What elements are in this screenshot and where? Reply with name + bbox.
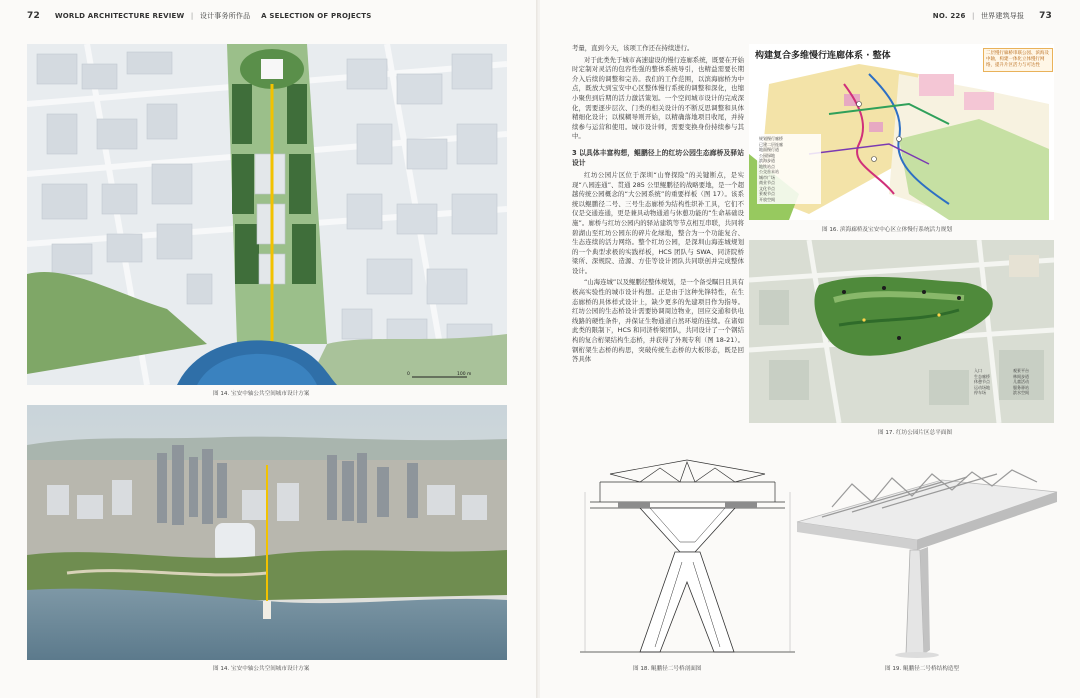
article-paragraph-1: 考量，直到今天，该项工作还在持续进行。 <box>572 44 694 52</box>
right-header: NO. 226 | 世界建筑导报 73 <box>932 11 1052 21</box>
article-paragraph-2: 对于此类先于城市高速建设的慢行连廊系统，既要在开始时定制对灵活的包容性强的整体系统导引，也精益需要长期介入后续的调整和完善。我们的工作范围，以滨海廊桥为中点，既放大到宝安中心区整体慢行系统的调整和深化，也缩小聚焦到后期的活力激活策划。一个空间城市设计的完成深化，需要逐步层次、门类的相关设计的不断反思调整和具体精细化设计；以模糊导则开始，以精确落地项目收尾，并持续参与运营和使用。城市设计师，需要变换身份持续参与其中。 <box>572 55 744 141</box>
plan-legend-item: 儿童活动 <box>1013 379 1029 384</box>
map-legend <box>757 134 821 204</box>
map-legend-item: 文化节点 <box>759 185 775 191</box>
fig14-top-caption: 图 14. 宝安中轴公共空间城市设计方案 <box>213 391 310 397</box>
map-title: 构建复合多维慢行连廊体系 · 整体 <box>755 51 891 61</box>
plan-legend-item: 休憩节点 <box>974 379 990 384</box>
left-header: 72 WORLD ARCHITECTURE REVIEW | 设计事务所作品 A SELECTION OF PROJECTS <box>27 11 372 21</box>
article-text-column <box>572 44 744 464</box>
map-legend-item: 公园绿地 <box>759 152 775 158</box>
plan-legend-item: 林间步道 <box>1013 373 1029 379</box>
plan-legend-item: 生态廊桥 <box>974 373 990 379</box>
bridge-section-svg <box>580 452 795 657</box>
scale-label-end: 100 m <box>457 372 472 377</box>
right-journal-cn: 世界建筑导报 <box>980 12 1025 20</box>
fig14-bottom-caption: 图 14. 宝安中轴公共空间城市设计方案 <box>213 666 310 672</box>
plan-legend-item: 服务驿站 <box>1013 384 1029 390</box>
map-legend-item: 城市广场 <box>759 174 775 180</box>
right-issue-number: NO. 226 <box>932 12 966 20</box>
article-paragraph-4: “山海连城”以及鲲鹏径整体规划，是一个备受瞩目且具有极高实验性的城市设计构想。正是由于这种先锋特性，在生态廊桥的具体样式设计上，缺少更多的先建项目作为指导。红坊公园的生态桥设计需要协调周边物业，回应交通和供电线路的硬性条件，并保证生物通道自然环境的连续。在诸如此类的限制下，HCS 和同济桥梁团队，共同设计了一个钢结构的复合桁架结构生态桥，并获得了外观专利（图 18-21）。钢桁架生态桥的构思，突破传统生态桥的大板形态，既是回答具体 <box>572 278 744 364</box>
left-journal-title: WORLD ARCHITECTURE REVIEW <box>54 12 185 20</box>
plan-legend <box>974 368 1048 396</box>
right-page <box>540 0 1080 698</box>
aerial-photo-drawing <box>27 405 507 660</box>
bridge-3d-render <box>792 462 1062 658</box>
left-page-number: 72 <box>27 11 40 21</box>
map-legend-item: 商业节点 <box>759 180 775 185</box>
left-page <box>0 0 538 698</box>
right-page-number: 73 <box>1039 11 1052 21</box>
scale-label-start: 0 <box>407 372 410 377</box>
urban-design-model-drawing <box>27 44 507 385</box>
fig18-caption: 图 18. 鲲鹏径二号桥剖面图 <box>633 666 702 672</box>
map-legend-item: 已建二层连廊 <box>759 141 783 147</box>
map-legend-item: 滨海步道 <box>759 158 775 163</box>
map-legend-item: 规划慢行廊桥 <box>759 136 783 141</box>
plan-legend-item: 停车场 <box>974 390 986 395</box>
plan-legend-item: 运动场地 <box>974 384 990 390</box>
article-subheading: 3 以具体丰富构想，鲲鹏径上的红坊公园生态廊桥及驿站设计 <box>572 148 744 167</box>
map-legend-item: 景观节点 <box>759 191 775 196</box>
map-legend-item: 地面慢行道 <box>759 147 779 152</box>
fig19-caption: 图 19. 鲲鹏径二号桥结构造型 <box>885 666 959 672</box>
fig16-caption: 图 16. 滨海廊桥及宝安中心区立体慢行系统活力规划 <box>822 227 952 233</box>
park-master-plan-drawing <box>749 240 1054 423</box>
left-section-en: A SELECTION OF PROJECTS <box>261 12 372 20</box>
slow-traffic-system-map <box>749 44 1054 220</box>
plan-legend-item: 滨水空间 <box>1013 390 1029 395</box>
urban-design-model-image <box>27 44 507 385</box>
map-note: 二层慢行廊桥串联公园、滨海及中轴，构建一体化立体慢行网络，提升片区活力与可达性 <box>983 48 1053 72</box>
park-master-plan <box>749 240 1054 423</box>
plan-legend-item: 观景平台 <box>1013 368 1029 373</box>
bridge-section-drawing <box>580 452 795 657</box>
aerial-photo-image <box>27 405 507 660</box>
bridge-3d-svg <box>792 462 1062 658</box>
map-legend-item: 开放空间 <box>759 196 775 202</box>
plan-legend-item: 入口 <box>974 368 982 373</box>
article-paragraph-3: 红坊公园片区位于深圳“山脊探险”的关键断点，是实现“八园连通”、贯通 285 公里鲲鹏径的战略要地，是一个超越传统公园概念的“大公园系统”的重要样板（图 17）。该系统以鲲鹏径二号、三号生态廊桥为结构性织补工具，它们不仅是交通连通，更是兼具动物通道与休憩功能的“生命基础设施”。廊桥与红坊公园内的驿站建筑等节点相互串联，共同将碧湖山至红坊公园东的碎片化绿地，整合为一个功能复合、生态连续的活力网络。整个红坊公园，是深圳山海连城规划的一个典型求极的实践样板，HCS 团队与 SWA、同济院桥梁所、深规院、造源、方佳等设计团队共同联创并完成整体设计。 <box>572 170 744 275</box>
map-legend-item: 公交首末站 <box>759 169 779 174</box>
left-section-cn: 设计事务所作品 <box>199 12 251 20</box>
fig17-caption: 图 17. 红坊公园片区总平面图 <box>878 430 952 436</box>
map-legend-item: 地铁站点 <box>759 163 775 169</box>
